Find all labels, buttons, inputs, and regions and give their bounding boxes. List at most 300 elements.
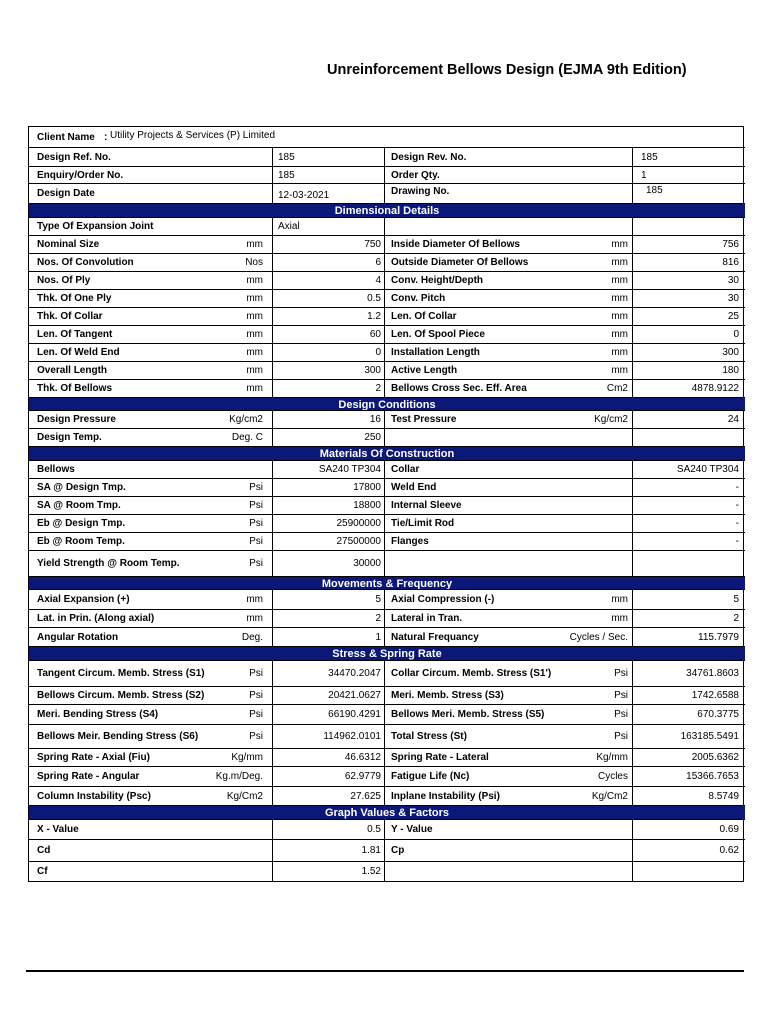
column-divider: [384, 344, 385, 362]
header-right-label: Design Rev. No.: [391, 152, 467, 163]
column-divider: [272, 767, 273, 787]
right-parameter-label: Cp: [391, 845, 405, 856]
right-parameter-label: Axial Compression (-): [391, 594, 495, 605]
left-unit: Psi: [249, 731, 263, 742]
data-row: [29, 589, 745, 609]
column-divider: [384, 380, 385, 398]
column-divider: [384, 787, 385, 806]
column-divider: [384, 725, 385, 749]
column-divider: [384, 479, 385, 497]
left-parameter-label: Overall Length: [37, 365, 108, 376]
left-parameter-label: Bellows Circum. Memb. Stress (S2): [37, 690, 205, 701]
right-parameter-label: Collar: [391, 464, 420, 475]
left-value: 300: [364, 365, 381, 376]
left-unit: mm: [246, 239, 263, 250]
left-unit: mm: [246, 311, 263, 322]
column-divider: [272, 610, 273, 628]
section-band-graph: [29, 805, 745, 819]
left-value: 2: [375, 613, 381, 624]
column-divider: [272, 254, 273, 272]
column-divider: [632, 661, 633, 687]
column-divider: [632, 590, 633, 610]
right-unit: Cycles: [597, 771, 628, 782]
column-divider: [632, 515, 633, 533]
column-divider: [632, 411, 633, 429]
column-divider: [272, 429, 273, 447]
header-left-label: Enquiry/Order No.: [37, 170, 124, 181]
right-parameter-label: Flanges: [391, 536, 429, 547]
column-divider: [272, 661, 273, 687]
right-unit: mm: [611, 311, 628, 322]
data-row: [29, 686, 745, 704]
header-right-value: 185: [641, 152, 658, 163]
data-row: [29, 786, 745, 805]
data-row: [29, 325, 745, 343]
right-value: SA240 TP304: [676, 464, 739, 475]
column-divider: [632, 236, 633, 254]
joint-type-row: [29, 217, 745, 235]
left-unit: Kg/mm: [231, 752, 263, 763]
column-divider: [632, 461, 633, 479]
column-divider: [632, 184, 633, 204]
column-divider: [272, 687, 273, 705]
left-unit: mm: [246, 613, 263, 624]
left-unit: mm: [246, 347, 263, 358]
right-value: -: [735, 500, 739, 511]
left-parameter-label: Nominal Size: [37, 239, 100, 250]
column-divider: [632, 551, 633, 577]
column-divider: [272, 862, 273, 882]
left-value: 0.5: [367, 293, 381, 304]
header-right-value: 1: [641, 170, 647, 181]
section-title: Movements & Frequency: [321, 578, 453, 590]
column-divider: [384, 497, 385, 515]
column-divider: [632, 840, 633, 862]
footer-rule: [26, 970, 744, 972]
left-parameter-label: SA @ Room Tmp.: [37, 500, 121, 511]
left-unit: Psi: [249, 518, 263, 529]
left-unit: mm: [246, 293, 263, 304]
left-parameter-label: Meri. Bending Stress (S4): [37, 709, 159, 720]
column-divider: [272, 533, 273, 551]
right-parameter-label: Lateral in Tran.: [391, 613, 463, 624]
left-unit: Psi: [249, 668, 263, 679]
left-value: 62.9779: [344, 771, 381, 782]
right-parameter-label: Total Stress (St): [391, 731, 467, 742]
right-unit: Cm2: [606, 383, 628, 394]
client-name-value: Utility Projects & Services (P) Limited: [110, 130, 276, 141]
right-parameter-label: Natural Frequancy: [391, 632, 479, 643]
column-divider: [272, 272, 273, 290]
right-unit: mm: [611, 613, 628, 624]
data-row: [29, 550, 745, 576]
right-value: 300: [722, 347, 739, 358]
column-divider: [272, 148, 273, 167]
left-parameter-label: Bellows Meir. Bending Stress (S6): [37, 731, 199, 742]
right-value: 5: [733, 594, 739, 605]
column-divider: [384, 840, 385, 862]
left-unit: mm: [246, 329, 263, 340]
column-divider: [272, 167, 273, 184]
left-parameter-label: Spring Rate - Axial (Fiu): [37, 752, 150, 763]
left-value: 27500000: [336, 536, 381, 547]
data-row: [29, 861, 745, 881]
data-row: [29, 532, 745, 550]
left-parameter-label: Nos. Of Convolution: [37, 257, 134, 268]
column-divider: [632, 749, 633, 767]
column-divider: [632, 362, 633, 380]
joint-type-value: Axial: [278, 221, 300, 232]
column-divider: [272, 344, 273, 362]
header-info-row: [29, 166, 745, 183]
header-right-label: Order Qty.: [391, 170, 440, 181]
data-row: [29, 478, 745, 496]
right-parameter-label: Internal Sleeve: [391, 500, 462, 511]
left-parameter-label: Len. Of Weld End: [37, 347, 120, 358]
column-divider: [632, 725, 633, 749]
right-value: 2: [733, 613, 739, 624]
right-value: 816: [722, 257, 739, 268]
right-value: 163185.5491: [680, 731, 739, 742]
header-left-label: Design Date: [37, 188, 95, 199]
left-value: 25900000: [336, 518, 381, 529]
data-row: [29, 819, 745, 839]
right-parameter-label: Y - Value: [391, 824, 433, 835]
column-divider: [272, 820, 273, 840]
section-title: Design Conditions: [338, 399, 436, 411]
right-unit: Cycles / Sec.: [569, 632, 628, 643]
data-row: [29, 253, 745, 271]
column-divider: [384, 749, 385, 767]
left-unit: Psi: [249, 500, 263, 511]
column-divider: [272, 308, 273, 326]
section-band-dimensional: [29, 203, 745, 217]
column-divider: [632, 687, 633, 705]
client-name-colon: :: [104, 132, 108, 143]
right-value: -: [735, 536, 739, 547]
right-unit: Kg/cm2: [594, 414, 628, 425]
left-parameter-label: Tangent Circum. Memb. Stress (S1): [37, 668, 205, 679]
column-divider: [632, 497, 633, 515]
column-divider: [272, 362, 273, 380]
left-parameter-label: Eb @ Room Temp.: [37, 536, 125, 547]
data-row: [29, 496, 745, 514]
column-divider: [384, 515, 385, 533]
column-divider: [632, 344, 633, 362]
left-unit: Deg. C: [231, 432, 263, 443]
header-left-value: 185: [278, 152, 295, 163]
left-value: 66190.4291: [328, 709, 381, 720]
column-divider: [384, 705, 385, 725]
column-divider: [384, 687, 385, 705]
right-parameter-label: Len. Of Spool Piece: [391, 329, 485, 340]
column-divider: [632, 326, 633, 344]
data-row: [29, 839, 745, 861]
joint-type-label: Type Of Expansion Joint: [37, 221, 154, 232]
left-value: 27.625: [350, 791, 381, 802]
left-parameter-label: X - Value: [37, 824, 79, 835]
column-divider: [632, 767, 633, 787]
column-divider: [272, 497, 273, 515]
right-value: -: [735, 482, 739, 493]
data-row: [29, 271, 745, 289]
left-parameter-label: SA @ Design Tmp.: [37, 482, 126, 493]
data-row: [29, 609, 745, 627]
column-divider: [632, 820, 633, 840]
column-divider: [384, 551, 385, 577]
left-parameter-label: Cd: [37, 845, 51, 856]
column-divider: [272, 725, 273, 749]
column-divider: [632, 218, 633, 236]
left-unit: Psi: [249, 536, 263, 547]
column-divider: [272, 184, 273, 204]
left-unit: Kg/Cm2: [226, 791, 263, 802]
section-band-movements: [29, 576, 745, 589]
data-row: [29, 514, 745, 532]
section-title: Stress & Spring Rate: [332, 648, 442, 660]
right-value: 2005.6362: [691, 752, 739, 763]
left-unit: Deg.: [241, 632, 263, 643]
left-unit: Nos: [245, 257, 263, 268]
column-divider: [384, 148, 385, 167]
header-right-label: Drawing No.: [391, 186, 450, 197]
section-title: Dimensional Details: [334, 205, 440, 217]
data-row: [29, 748, 745, 766]
right-parameter-label: Fatigue Life (Nc): [391, 771, 470, 782]
header-right-value: 185: [646, 185, 663, 196]
right-unit: mm: [611, 365, 628, 376]
right-value: 0.69: [719, 824, 739, 835]
left-parameter-label: Cf: [37, 866, 48, 877]
left-unit: mm: [246, 383, 263, 394]
column-divider: [272, 551, 273, 577]
left-value: 16: [369, 414, 381, 425]
column-divider: [384, 167, 385, 184]
data-row: [29, 704, 745, 724]
data-row: [29, 235, 745, 253]
left-unit: Psi: [249, 558, 263, 569]
column-divider: [632, 308, 633, 326]
column-divider: [632, 705, 633, 725]
right-parameter-label: Tie/Limit Rod: [391, 518, 455, 529]
header-info-row: [29, 147, 745, 166]
column-divider: [272, 479, 273, 497]
column-divider: [272, 749, 273, 767]
right-value: 30: [727, 275, 739, 286]
left-unit: Psi: [249, 709, 263, 720]
right-value: 670.3775: [697, 709, 739, 720]
right-value: 756: [722, 239, 739, 250]
column-divider: [384, 767, 385, 787]
left-parameter-label: Eb @ Design Tmp.: [37, 518, 126, 529]
right-parameter-label: Conv. Height/Depth: [391, 275, 484, 286]
left-value: 60: [369, 329, 381, 340]
right-parameter-label: Installation Length: [391, 347, 480, 358]
right-value: 25: [727, 311, 739, 322]
left-value: 1: [375, 632, 381, 643]
data-row: [29, 361, 745, 379]
data-row: [29, 627, 745, 646]
right-value: 8.5749: [708, 791, 739, 802]
right-unit: Psi: [614, 709, 628, 720]
data-row: [29, 343, 745, 361]
left-value: 114962.0101: [323, 731, 381, 742]
right-unit: mm: [611, 239, 628, 250]
right-value: 115.7979: [698, 632, 739, 643]
left-parameter-label: Axial Expansion (+): [37, 594, 130, 605]
column-divider: [272, 236, 273, 254]
left-value: 5: [375, 594, 381, 605]
data-row: [29, 289, 745, 307]
left-value: 750: [364, 239, 381, 250]
column-divider: [632, 628, 633, 647]
section-band-design-conditions: [29, 397, 745, 410]
left-value: 18800: [353, 500, 381, 511]
bellows-design-sheet: [28, 126, 744, 882]
right-parameter-label: Inside Diameter Of Bellows: [391, 239, 520, 250]
column-divider: [384, 362, 385, 380]
data-row: [29, 410, 745, 428]
right-unit: mm: [611, 347, 628, 358]
right-parameter-label: Bellows Cross Sec. Eff. Area: [391, 383, 527, 394]
left-parameter-label: Thk. Of Collar: [37, 311, 103, 322]
section-title: Graph Values & Factors: [324, 807, 450, 819]
data-row: [29, 724, 745, 748]
column-divider: [632, 787, 633, 806]
section-band-stress: [29, 646, 745, 660]
column-divider: [384, 326, 385, 344]
column-divider: [632, 862, 633, 882]
right-value: 4878.9122: [691, 383, 739, 394]
left-value: 4: [375, 275, 381, 286]
data-row: [29, 660, 745, 686]
right-unit: mm: [611, 275, 628, 286]
right-parameter-label: Inplane Instability (Psi): [391, 791, 500, 802]
right-unit: Psi: [614, 668, 628, 679]
right-unit: mm: [611, 257, 628, 268]
right-value: 1742.6588: [691, 690, 739, 701]
right-parameter-label: Active Length: [391, 365, 458, 376]
column-divider: [384, 254, 385, 272]
right-parameter-label: Conv. Pitch: [391, 293, 446, 304]
right-value: 0.62: [719, 845, 739, 856]
left-unit: Psi: [249, 690, 263, 701]
column-divider: [384, 236, 385, 254]
left-parameter-label: Thk. Of Bellows: [37, 383, 113, 394]
column-divider: [632, 254, 633, 272]
column-divider: [384, 610, 385, 628]
left-parameter-label: Spring Rate - Angular: [37, 771, 140, 782]
column-divider: [384, 661, 385, 687]
right-value: 180: [722, 365, 739, 376]
right-parameter-label: Collar Circum. Memb. Stress (S1'): [391, 668, 552, 679]
left-value: 0.5: [367, 824, 381, 835]
left-unit: mm: [246, 594, 263, 605]
right-value: 34761.8603: [686, 668, 739, 679]
column-divider: [272, 218, 273, 236]
left-parameter-label: Angular Rotation: [37, 632, 119, 643]
column-divider: [272, 326, 273, 344]
column-divider: [632, 533, 633, 551]
header-left-value: 12-03-2021: [278, 190, 330, 201]
right-value: 15366.7653: [686, 771, 739, 782]
column-divider: [272, 840, 273, 862]
right-value: 24: [727, 414, 739, 425]
column-divider: [384, 218, 385, 236]
data-row: [29, 379, 745, 397]
client-name-row: [29, 127, 745, 147]
column-divider: [272, 705, 273, 725]
data-row: [29, 460, 745, 478]
column-divider: [632, 167, 633, 184]
right-value: 30: [727, 293, 739, 304]
column-divider: [632, 479, 633, 497]
left-parameter-label: Design Pressure: [37, 414, 116, 425]
column-divider: [384, 533, 385, 551]
left-value: 1.2: [367, 311, 381, 322]
column-divider: [272, 628, 273, 647]
left-parameter-label: Lat. in Prin. (Along axial): [37, 613, 155, 624]
left-parameter-label: Thk. Of One Ply: [37, 293, 112, 304]
column-divider: [384, 290, 385, 308]
column-divider: [384, 411, 385, 429]
data-row: [29, 766, 745, 786]
right-value: -: [735, 518, 739, 529]
data-row: [29, 307, 745, 325]
left-parameter-label: Yield Strength @ Room Temp.: [37, 558, 180, 569]
left-value: 1.81: [361, 845, 381, 856]
data-row: [29, 428, 745, 446]
left-value: SA240 TP304: [318, 464, 381, 475]
right-parameter-label: Spring Rate - Lateral: [391, 752, 489, 763]
column-divider: [384, 461, 385, 479]
column-divider: [272, 411, 273, 429]
left-parameter-label: Nos. Of Ply: [37, 275, 91, 286]
column-divider: [632, 380, 633, 398]
left-value: 2: [375, 383, 381, 394]
column-divider: [384, 820, 385, 840]
column-divider: [384, 272, 385, 290]
right-unit: mm: [611, 293, 628, 304]
column-divider: [632, 148, 633, 167]
left-unit: Psi: [249, 482, 263, 493]
left-parameter-label: Column Instability (Psc): [37, 791, 151, 802]
left-value: 20421.0627: [328, 690, 381, 701]
column-divider: [272, 290, 273, 308]
column-divider: [632, 290, 633, 308]
column-divider: [384, 429, 385, 447]
left-value: 6: [375, 257, 381, 268]
right-unit: Kg/Cm2: [591, 791, 628, 802]
left-value: 250: [364, 432, 381, 443]
right-unit: mm: [611, 594, 628, 605]
right-parameter-label: Outside Diameter Of Bellows: [391, 257, 529, 268]
client-name-label: Client Name: [37, 132, 95, 143]
right-parameter-label: Test Pressure: [391, 414, 457, 425]
column-divider: [272, 787, 273, 806]
left-value: 17800: [353, 482, 381, 493]
column-divider: [272, 461, 273, 479]
left-value: 1.52: [361, 866, 381, 877]
right-unit: Psi: [614, 690, 628, 701]
column-divider: [384, 628, 385, 647]
section-title: Materials Of Construction: [319, 448, 455, 460]
left-parameter-label: Bellows: [37, 464, 75, 475]
column-divider: [384, 184, 385, 204]
left-value: 0: [375, 347, 381, 358]
header-left-label: Design Ref. No.: [37, 152, 111, 163]
column-divider: [632, 429, 633, 447]
